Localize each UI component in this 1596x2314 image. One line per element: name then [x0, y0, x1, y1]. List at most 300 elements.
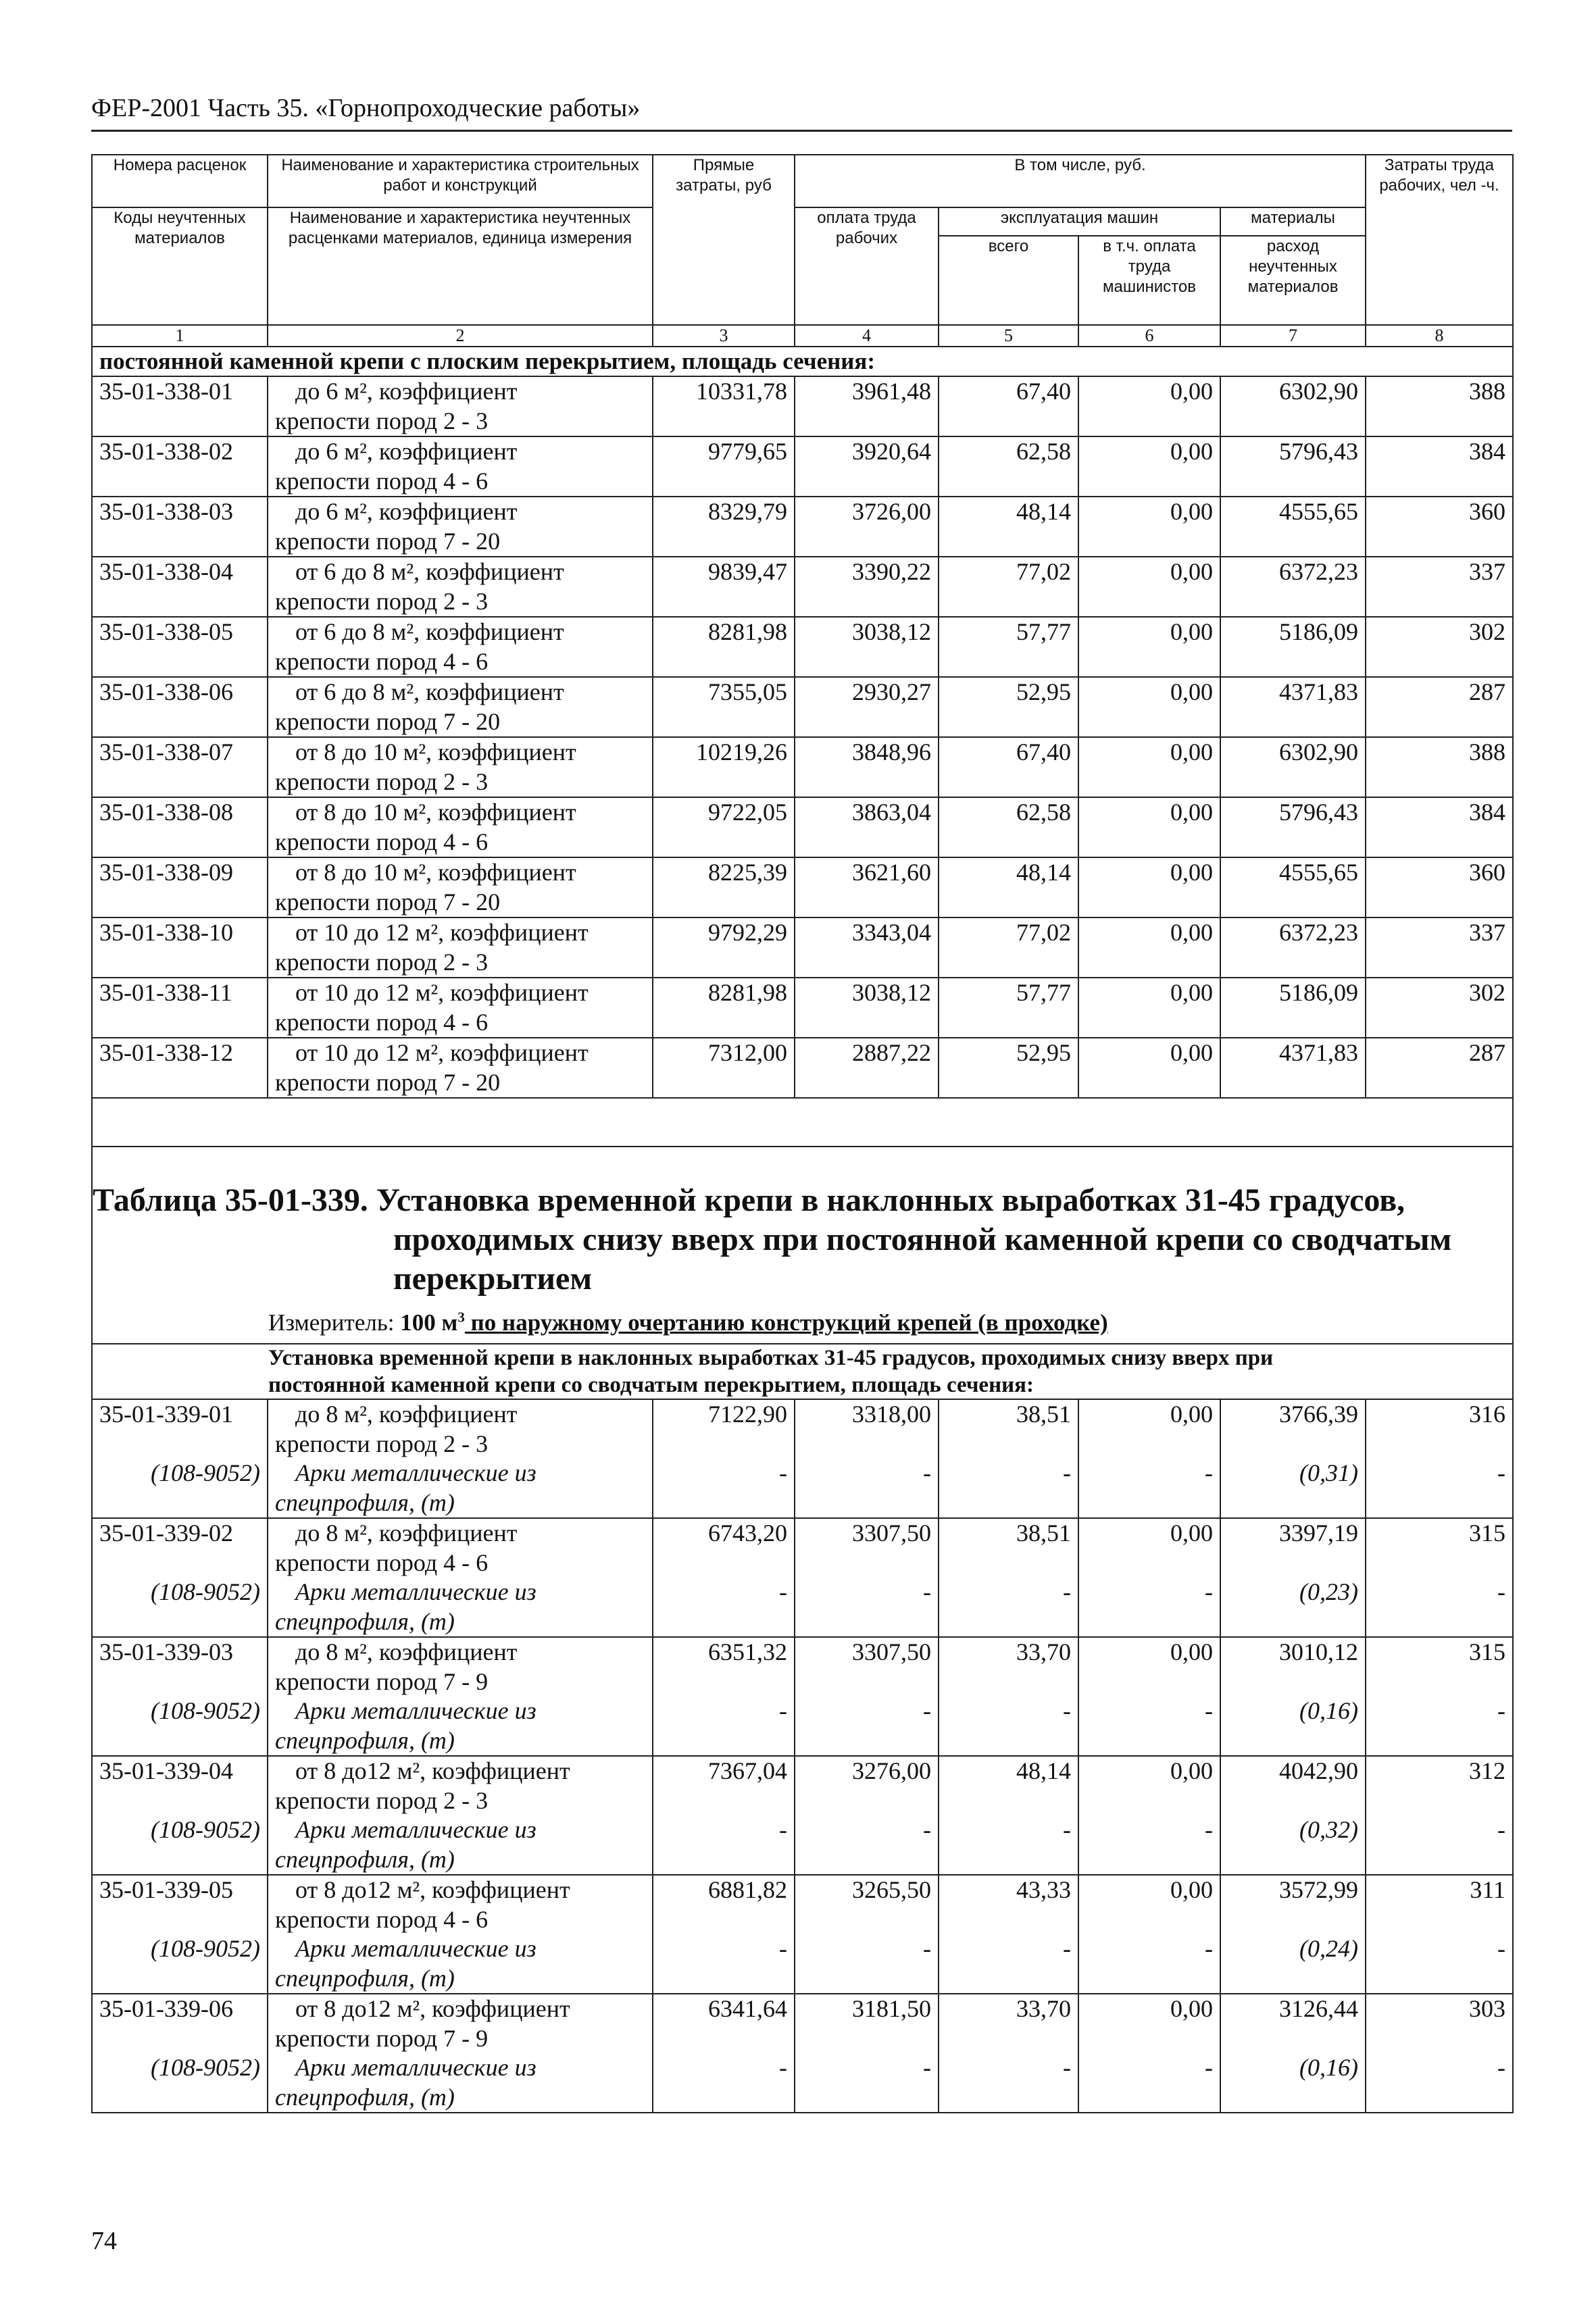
rate-code: 35-01-339-01	[92, 1399, 268, 1430]
value-c7: 3397,19	[1220, 1518, 1366, 1549]
empty-cell	[939, 1068, 1078, 1099]
material-m3: -	[653, 1696, 795, 1726]
value-c3: 9779,65	[653, 436, 795, 467]
table-row-cont	[92, 467, 1513, 497]
value-c4: 3961,48	[795, 376, 939, 407]
empty-cell	[92, 1964, 268, 1994]
empty-cell	[92, 1786, 268, 1816]
work-name	[268, 737, 653, 768]
col1-top-header: Номера расценок	[92, 155, 268, 207]
value-c7: 3766,39	[1220, 1399, 1366, 1430]
empty-cell	[939, 948, 1078, 978]
value-c6: 0,00	[1078, 677, 1220, 707]
value-c6: 0,00	[1078, 917, 1220, 948]
work-name-suffix: ², коэффициент	[418, 859, 576, 886]
material-m7: (0,16)	[1220, 2053, 1366, 2083]
empty-cell	[653, 2083, 795, 2113]
table-row-cont	[92, 828, 1513, 858]
empty-cell	[795, 467, 939, 497]
material-code: (108-9052)	[92, 1934, 268, 1964]
work-name-line2: крепости пород 4 - 6	[268, 467, 653, 497]
empty-cell	[795, 1726, 939, 1757]
empty-cell	[653, 888, 795, 918]
empty-cell	[1220, 1607, 1366, 1638]
work-name-text: до 8 м	[295, 1401, 360, 1428]
column-number: 6	[1078, 325, 1220, 347]
table-row-line	[92, 1815, 1513, 1845]
empty-cell	[1366, 1549, 1513, 1578]
empty-cell	[1366, 2083, 1513, 2113]
empty-cell	[1366, 1430, 1513, 1459]
value-c5: 38,51	[939, 1518, 1078, 1549]
work-name-text: от 6 до 8 м	[295, 678, 407, 705]
empty-cell	[939, 1786, 1078, 1816]
column-number: 3	[653, 325, 795, 347]
empty-cell	[1220, 1845, 1366, 1876]
value-c4: 3265,50	[795, 1875, 939, 1905]
value-c8: 302	[1366, 617, 1513, 647]
table-row-cont	[92, 1068, 1513, 1099]
empty-cell	[653, 1488, 795, 1519]
empty-cell	[939, 1845, 1078, 1876]
value-c8: 302	[1366, 978, 1513, 1008]
empty-cell	[1220, 407, 1366, 437]
empty-cell	[653, 1008, 795, 1038]
empty-cell	[1078, 1008, 1220, 1038]
work-name-text: от 8 до12 м	[295, 1876, 413, 1903]
value-c6: 0,00	[1078, 857, 1220, 888]
value-c3: 7312,00	[653, 1038, 795, 1068]
work-name-line2: крепости пород 2 - 3	[268, 1430, 653, 1459]
value-c8: 311	[1366, 1875, 1513, 1905]
empty-cell	[1078, 768, 1220, 798]
rate-code: 35-01-338-06	[92, 677, 268, 707]
empty-cell	[1366, 1607, 1513, 1638]
value-c6: 0,00	[1078, 497, 1220, 527]
value-c7: 6372,23	[1220, 917, 1366, 948]
value-c4: 3318,00	[795, 1399, 939, 1430]
work-name	[268, 376, 653, 407]
material-m8: -	[1366, 1578, 1513, 1607]
table-row	[92, 617, 1513, 647]
work-name-line2: крепости пород 7 - 9	[268, 2024, 653, 2054]
empty-cell	[939, 1549, 1078, 1578]
value-c7: 6302,90	[1220, 737, 1366, 768]
work-name-suffix: ², коэффициент	[359, 438, 518, 465]
empty-cell	[1366, 828, 1513, 858]
material-m4: -	[795, 1934, 939, 1964]
work-name-text: до 6 м	[295, 378, 360, 405]
value-c5: 48,14	[939, 497, 1078, 527]
table-row-line	[92, 1399, 1513, 1430]
value-c8: 287	[1366, 677, 1513, 707]
table-title: Таблица 35-01-339. Установка временной крепи в наклонных выработках 31-45 градусов,	[93, 1182, 1405, 1218]
empty-cell	[1366, 1845, 1513, 1876]
empty-cell	[1220, 1488, 1366, 1519]
value-c8: 388	[1366, 737, 1513, 768]
value-c5: 67,40	[939, 737, 1078, 768]
empty-cell	[1366, 707, 1513, 738]
column-number: 7	[1220, 325, 1366, 347]
work-name	[268, 436, 653, 467]
value-c4: 3848,96	[795, 737, 939, 768]
work-name-line2: крепости пород 7 - 20	[268, 527, 653, 557]
empty-cell	[1220, 527, 1366, 557]
empty-cell	[939, 707, 1078, 738]
material-m4: -	[795, 1696, 939, 1726]
empty-cell	[939, 2083, 1078, 2113]
material-m5: -	[939, 1578, 1078, 1607]
empty-cell	[1078, 647, 1220, 678]
table-row	[92, 978, 1513, 1008]
empty-cell	[939, 1430, 1078, 1459]
material-name-line2: спецпрофиля, (т)	[268, 1488, 653, 1519]
empty-cell	[1220, 1430, 1366, 1459]
empty-cell	[795, 768, 939, 798]
empty-cell	[92, 467, 268, 497]
empty-cell	[92, 1430, 268, 1459]
empty-cell	[1078, 2083, 1220, 2113]
table-row-line	[92, 1964, 1513, 1994]
work-name	[268, 1518, 653, 1549]
page-header: ФЕР-2001 Часть 35. «Горнопроходческие работы»	[91, 93, 1512, 132]
empty-cell	[939, 407, 1078, 437]
material-m7: (0,32)	[1220, 1815, 1366, 1845]
empty-cell	[1078, 467, 1220, 497]
empty-cell	[92, 707, 268, 738]
empty-cell	[1220, 1905, 1366, 1935]
empty-cell	[939, 467, 1078, 497]
work-name-line2: крепости пород 7 - 20	[268, 1068, 653, 1099]
material-m5: -	[939, 1459, 1078, 1488]
empty-cell	[939, 828, 1078, 858]
empty-cell	[1220, 647, 1366, 678]
work-name-suffix: ², коэффициент	[406, 558, 564, 585]
empty-cell	[92, 888, 268, 918]
rate-code: 35-01-338-02	[92, 436, 268, 467]
empty-cell	[653, 467, 795, 497]
col8-header: Затраты труда рабочих, чел -ч.	[1366, 155, 1513, 325]
empty-cell	[795, 407, 939, 437]
col6-header: в т.ч. оплата труда машинистов	[1078, 236, 1220, 325]
work-name-text: до 6 м	[295, 498, 360, 525]
empty-cell	[795, 1607, 939, 1638]
empty-cell	[1220, 1008, 1366, 1038]
empty-cell	[795, 1786, 939, 1816]
table-row	[92, 497, 1513, 527]
empty-cell	[1366, 407, 1513, 437]
value-c5: 43,33	[939, 1875, 1078, 1905]
value-c6: 0,00	[1078, 797, 1220, 828]
table-row-cont	[92, 768, 1513, 798]
empty-cell	[92, 1905, 268, 1935]
work-name-text: от 6 до 8 м	[295, 558, 407, 585]
work-name-text: от 6 до 8 м	[295, 618, 407, 645]
material-code: (108-9052)	[92, 1578, 268, 1607]
empty-cell	[1220, 1549, 1366, 1578]
table-row	[92, 737, 1513, 768]
material-m6: -	[1078, 1696, 1220, 1726]
empty-cell	[939, 1008, 1078, 1038]
price-table	[91, 154, 1514, 2113]
empty-cell	[653, 1845, 795, 1876]
value-c4: 3181,50	[795, 1994, 939, 2024]
section2-rows	[92, 1399, 1513, 2113]
material-m4: -	[795, 1815, 939, 1845]
table-row	[92, 1038, 1513, 1068]
empty-cell	[1366, 888, 1513, 918]
empty-cell	[1366, 1964, 1513, 1994]
value-c6: 0,00	[1078, 737, 1220, 768]
work-name	[268, 978, 653, 1008]
material-m5: -	[939, 2053, 1078, 2083]
value-c4: 3276,00	[795, 1756, 939, 1786]
rate-code: 35-01-338-08	[92, 797, 268, 828]
empty-cell	[939, 1964, 1078, 1994]
table-row-cont	[92, 948, 1513, 978]
material-m6: -	[1078, 1934, 1220, 1964]
empty-cell	[1366, 1726, 1513, 1757]
value-c3: 7122,90	[653, 1399, 795, 1430]
empty-cell	[1366, 2024, 1513, 2054]
work-name	[268, 1994, 653, 2024]
empty-cell	[795, 587, 939, 618]
measure-unit: Измеритель: 100 $м^3$ по наружному очертанию конструкций крепей (в проходке)	[268, 1309, 1108, 1336]
empty-cell	[653, 1786, 795, 1816]
work-name-suffix: ², коэффициент	[412, 1995, 570, 2022]
value-c5: 52,95	[939, 1038, 1078, 1068]
work-name-text: от 8 до12 м	[295, 1757, 413, 1784]
empty-cell	[1078, 948, 1220, 978]
material-name: Арки металлические из	[268, 1459, 653, 1488]
material-m3: -	[653, 1815, 795, 1845]
material-name: Арки металлические из	[268, 2053, 653, 2083]
column-number: 2	[268, 325, 653, 347]
empty-cell	[795, 1845, 939, 1876]
empty-cell	[939, 1667, 1078, 1697]
table-row	[92, 857, 1513, 888]
material-m4: -	[795, 1459, 939, 1488]
table-row-line	[92, 1875, 1513, 1905]
work-name-line2: крепости пород 2 - 3	[268, 768, 653, 798]
empty-cell	[939, 527, 1078, 557]
work-name-line2: крепости пород 7 - 20	[268, 888, 653, 918]
empty-cell	[795, 1964, 939, 1994]
empty-cell	[795, 2083, 939, 2113]
column-numbers-row	[92, 325, 1513, 347]
empty-cell	[1366, 768, 1513, 798]
work-name-text: от 8 до 10 м	[295, 738, 419, 765]
work-name-line2: крепости пород 2 - 3	[268, 407, 653, 437]
empty-cell	[795, 1488, 939, 1519]
empty-cell	[1366, 1905, 1513, 1935]
empty-cell	[1366, 1068, 1513, 1099]
empty-cell	[92, 1607, 268, 1638]
table-row-line	[92, 2053, 1513, 2083]
value-c7: 3126,44	[1220, 1994, 1366, 2024]
value-c7: 5186,09	[1220, 978, 1366, 1008]
empty-cell	[1078, 1905, 1220, 1935]
empty-cell	[92, 1549, 268, 1578]
rate-code: 35-01-338-01	[92, 376, 268, 407]
value-c8: 287	[1366, 1038, 1513, 1068]
empty-cell	[1078, 1726, 1220, 1757]
empty-cell	[653, 707, 795, 738]
table-row-cont	[92, 407, 1513, 437]
empty-cell	[92, 1488, 268, 1519]
empty-cell	[653, 407, 795, 437]
empty-cell	[1078, 407, 1220, 437]
empty-cell	[92, 647, 268, 678]
value-c8: 360	[1366, 857, 1513, 888]
empty-cell	[1078, 1430, 1220, 1459]
section-heading: постоянной каменной крепи с плоским перекрытием, площадь сечения:	[92, 347, 1513, 376]
value-c5: 33,70	[939, 1994, 1078, 2024]
col1-bottom-header: Коды неучтенных материалов	[92, 207, 268, 325]
value-c3: 8281,98	[653, 617, 795, 647]
empty-cell	[939, 2024, 1078, 2054]
column-number: 4	[795, 325, 939, 347]
value-c4: 3920,64	[795, 436, 939, 467]
work-name	[268, 917, 653, 948]
value-c4: 3863,04	[795, 797, 939, 828]
value-c5: 62,58	[939, 436, 1078, 467]
value-c4: 3343,04	[795, 917, 939, 948]
empty-cell	[795, 1667, 939, 1697]
work-name-line2: крепости пород 7 - 9	[268, 1667, 653, 1697]
value-c7: 5796,43	[1220, 436, 1366, 467]
work-name-text: от 8 до 10 м	[295, 859, 419, 886]
table-row-line	[92, 1637, 1513, 1667]
empty-cell	[939, 768, 1078, 798]
empty-cell	[1220, 1726, 1366, 1757]
empty-cell	[795, 948, 939, 978]
work-name-suffix: ², коэффициент	[418, 799, 576, 826]
col4-header: оплата труда рабочих	[795, 207, 939, 325]
table-row-cont	[92, 587, 1513, 618]
value-c5: 77,02	[939, 917, 1078, 948]
value-c3: 7367,04	[653, 1756, 795, 1786]
empty-cell	[1366, 527, 1513, 557]
value-c5: 38,51	[939, 1399, 1078, 1430]
value-c3: 9722,05	[653, 797, 795, 828]
table-row-cont	[92, 888, 1513, 918]
material-m6: -	[1078, 1459, 1220, 1488]
material-name: Арки металлические из	[268, 1696, 653, 1726]
material-m3: -	[653, 2053, 795, 2083]
value-c8: 384	[1366, 797, 1513, 828]
value-c3: 7355,05	[653, 677, 795, 707]
col7-header: расход неучтенных материалов	[1220, 236, 1366, 325]
value-c8: 315	[1366, 1637, 1513, 1667]
empty-cell	[1220, 888, 1366, 918]
work-name-line2: крепости пород 4 - 6	[268, 1905, 653, 1935]
empty-cell	[795, 647, 939, 678]
value-c3: 10219,26	[653, 737, 795, 768]
rate-code: 35-01-339-05	[92, 1875, 268, 1905]
value-c6: 0,00	[1078, 436, 1220, 467]
empty-cell	[1220, 1667, 1366, 1697]
empty-cell	[1220, 2083, 1366, 2113]
empty-cell	[1078, 1964, 1220, 1994]
material-code: (108-9052)	[92, 2053, 268, 2083]
empty-cell	[1220, 1786, 1366, 1816]
table-row-cont	[92, 527, 1513, 557]
work-name-suffix: ², коэффициент	[430, 979, 589, 1006]
work-name-suffix: ², коэффициент	[359, 378, 518, 405]
value-c6: 0,00	[1078, 617, 1220, 647]
value-c3: 10331,78	[653, 376, 795, 407]
value-c5: 57,77	[939, 617, 1078, 647]
machines-header: эксплуатация машин	[939, 207, 1220, 236]
table-row-line	[92, 1430, 1513, 1459]
value-c3: 8225,39	[653, 857, 795, 888]
material-name-line2: спецпрофиля, (т)	[268, 1726, 653, 1757]
table-row-line	[92, 1488, 1513, 1519]
value-c5: 48,14	[939, 857, 1078, 888]
empty-cell	[653, 828, 795, 858]
empty-cell	[1366, 467, 1513, 497]
rate-code: 35-01-338-07	[92, 737, 268, 768]
empty-cell	[795, 2024, 939, 2054]
table-row-line	[92, 1726, 1513, 1757]
col5-header: всего	[939, 236, 1078, 325]
work-name-text: до 8 м	[295, 1638, 360, 1665]
value-c4: 3621,60	[795, 857, 939, 888]
empty-cell	[795, 1068, 939, 1099]
empty-cell	[653, 1667, 795, 1697]
value-c6: 0,00	[1078, 978, 1220, 1008]
table-row	[92, 436, 1513, 467]
material-m8: -	[1366, 2053, 1513, 2083]
work-name	[268, 1756, 653, 1786]
value-c3: 9792,29	[653, 917, 795, 948]
value-c7: 3572,99	[1220, 1875, 1366, 1905]
page-number: 74	[91, 2227, 117, 2255]
work-name-suffix: ², коэффициент	[412, 1757, 570, 1784]
table-row-line	[92, 1667, 1513, 1697]
empty-cell	[653, 1964, 795, 1994]
material-m6: -	[1078, 1815, 1220, 1845]
empty-cell	[653, 1607, 795, 1638]
work-name-suffix: ², коэффициент	[359, 498, 518, 525]
value-c3: 8329,79	[653, 497, 795, 527]
value-c8: 312	[1366, 1756, 1513, 1786]
material-m3: -	[653, 1459, 795, 1488]
empty-cell	[939, 1488, 1078, 1519]
table-row-line	[92, 2083, 1513, 2113]
table-title-block	[92, 1147, 1513, 1344]
value-c5: 62,58	[939, 797, 1078, 828]
table-row-cont	[92, 647, 1513, 678]
empty-cell	[939, 647, 1078, 678]
column-number: 5	[939, 325, 1078, 347]
table-row	[92, 677, 1513, 707]
rate-code: 35-01-338-03	[92, 497, 268, 527]
material-name: Арки металлические из	[268, 1578, 653, 1607]
material-name-line2: спецпрофиля, (т)	[268, 1964, 653, 1994]
value-c3: 6341,64	[653, 1994, 795, 2024]
value-c7: 4371,83	[1220, 1038, 1366, 1068]
value-c4: 3307,50	[795, 1637, 939, 1667]
empty-cell	[92, 2024, 268, 2054]
material-code: (108-9052)	[92, 1459, 268, 1488]
empty-cell	[1078, 707, 1220, 738]
empty-cell	[1366, 1667, 1513, 1697]
value-c3: 6351,32	[653, 1637, 795, 1667]
work-name	[268, 1038, 653, 1068]
empty-cell	[1078, 1549, 1220, 1578]
